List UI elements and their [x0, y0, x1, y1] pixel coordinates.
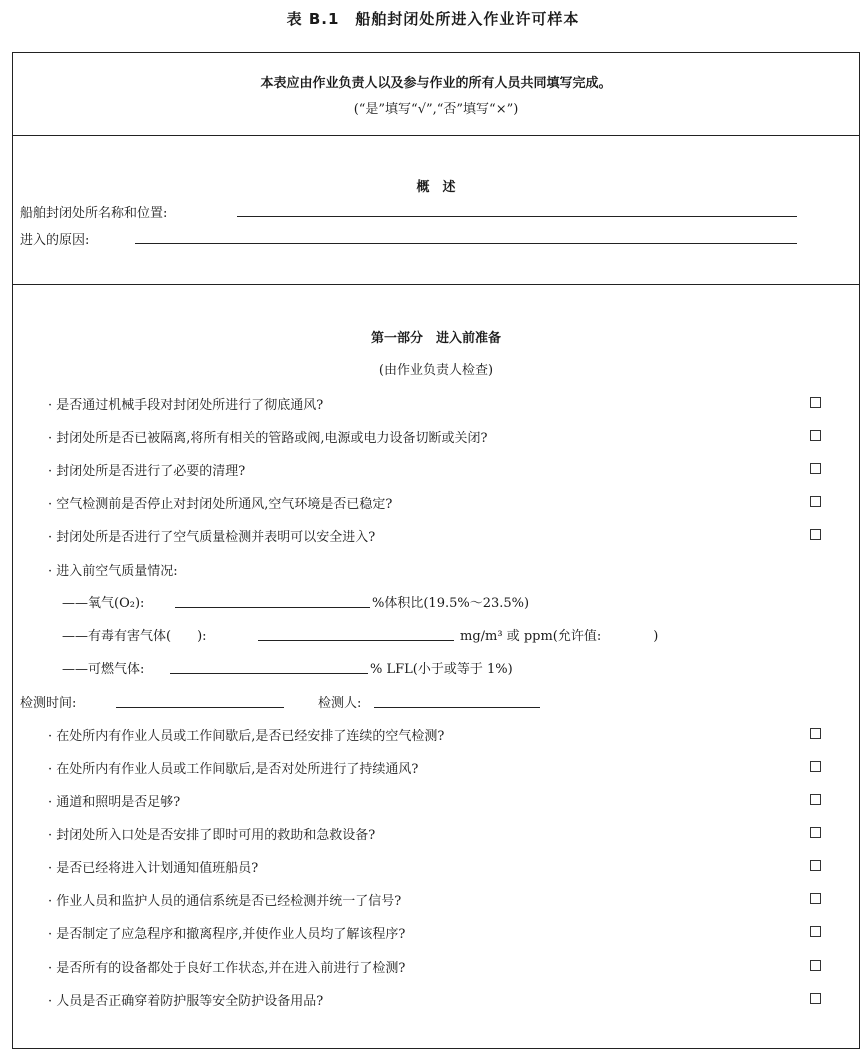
- checklist-question: · 是否制定了应急程序和撤离程序,并使作业人员均了解该程序?: [48, 927, 406, 942]
- checklist-question: · 封闭处所入口处是否安排了即时可用的救助和急救设备?: [48, 828, 376, 843]
- checkbox[interactable]: [810, 430, 821, 441]
- oxygen-range: %体积比(19.5%～23.5%): [372, 596, 530, 611]
- checkbox[interactable]: [810, 463, 821, 474]
- intro-legend: (“是”填写“√”,“否”填写“×”): [353, 102, 519, 117]
- checklist-question: · 通道和照明是否足够?: [48, 795, 181, 810]
- checklist-question: · 是否所有的设备都处于良好工作状态,并在进入前进行了检测?: [48, 961, 406, 976]
- checklist-question: · 是否通过机械手段对封闭处所进行了彻底通风?: [48, 398, 324, 413]
- tester-field[interactable]: [374, 707, 540, 708]
- checkbox[interactable]: [810, 893, 821, 904]
- checklist-question: · 在处所内有作业人员或工作间歇后,是否已经安排了连续的空气检测?: [48, 729, 445, 744]
- checklist-question: · 作业人员和监护人员的通信系统是否已经检测并统一了信号?: [48, 894, 402, 909]
- section-divider: [12, 135, 860, 136]
- checklist-question: · 封闭处所是否进行了必要的清理?: [48, 464, 246, 479]
- part1-heading: 第一部分 进入前准备: [370, 331, 501, 346]
- table-title: 表 B.1 船舶封闭处所进入作业许可样本: [286, 10, 580, 28]
- checklist-question: · 是否已经将进入计划通知值班船员?: [48, 861, 259, 876]
- overview-heading: 概 述: [416, 180, 456, 195]
- name-location-field[interactable]: [237, 216, 797, 217]
- intro-instruction: 本表应由作业负责人以及参与作业的所有人员共同填写完成。: [260, 76, 612, 91]
- checkbox[interactable]: [810, 860, 821, 871]
- checkbox[interactable]: [810, 993, 821, 1004]
- checkbox[interactable]: [810, 960, 821, 971]
- test-time-label: 检测时间:: [20, 696, 77, 711]
- checkbox[interactable]: [810, 529, 821, 540]
- checkbox[interactable]: [810, 827, 821, 838]
- toxic-gas-unit: mg/m³ 或 ppm(允许值: ): [460, 629, 659, 644]
- checkbox[interactable]: [810, 496, 821, 507]
- tester-label: 检测人:: [318, 696, 362, 711]
- checklist-question: · 封闭处所是否已被隔离,将所有相关的管路或阀,电源或电力设备切断或关闭?: [48, 431, 488, 446]
- checklist-question: · 空气检测前是否停止对封闭处所通风,空气环境是否已稳定?: [48, 497, 393, 512]
- reason-label: 进入的原因:: [20, 233, 90, 248]
- oxygen-label: ——氧气(O₂):: [62, 596, 145, 611]
- checkbox[interactable]: [810, 728, 821, 739]
- checklist-question: · 在处所内有作业人员或工作间歇后,是否对处所进行了持续通风?: [48, 762, 419, 777]
- checklist-question: · 封闭处所是否进行了空气质量检测并表明可以安全进入?: [48, 530, 376, 545]
- reason-field[interactable]: [135, 243, 797, 244]
- test-time-field[interactable]: [116, 707, 284, 708]
- oxygen-field[interactable]: [175, 607, 370, 608]
- toxic-gas-label: ——有毒有害气体( ):: [62, 629, 207, 644]
- checkbox[interactable]: [810, 761, 821, 772]
- toxic-gas-field[interactable]: [258, 640, 454, 641]
- section-divider: [12, 284, 860, 285]
- flammable-gas-limit: % LFL(小于或等于 1%): [370, 662, 513, 677]
- air-quality-label: · 进入前空气质量情况:: [48, 564, 178, 579]
- flammable-gas-field[interactable]: [170, 673, 368, 674]
- part1-subheading: (由作业负责人检查): [378, 363, 494, 378]
- name-location-label: 船舶封闭处所名称和位置:: [20, 206, 168, 221]
- checklist-question: · 人员是否正确穿着防护服等安全防护设备用品?: [48, 994, 324, 1009]
- checkbox[interactable]: [810, 926, 821, 937]
- checkbox[interactable]: [810, 397, 821, 408]
- checkbox[interactable]: [810, 794, 821, 805]
- flammable-gas-label: ——可燃气体:: [62, 662, 145, 677]
